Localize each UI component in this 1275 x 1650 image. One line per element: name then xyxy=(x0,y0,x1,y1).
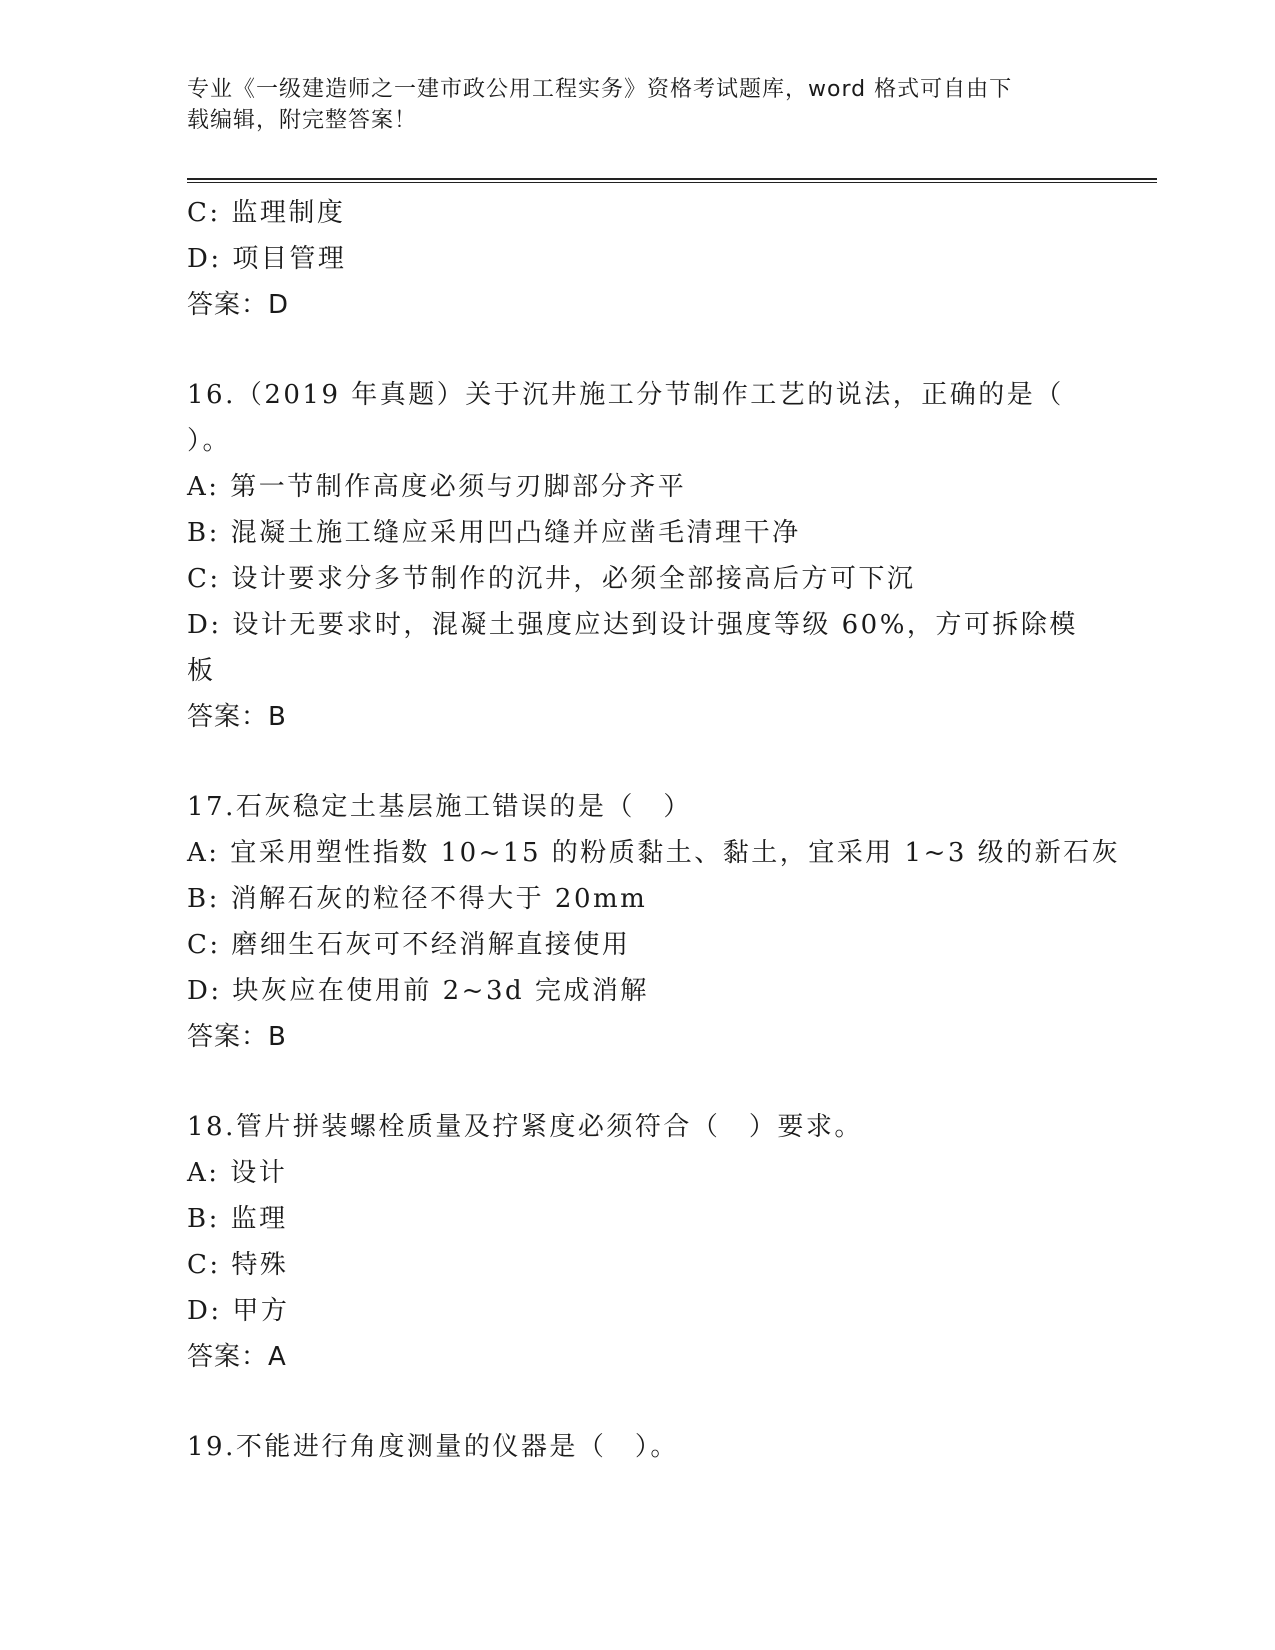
spacer xyxy=(187,328,1087,372)
answer-label: 答案：D xyxy=(187,290,290,320)
page-header xyxy=(187,74,1087,136)
option-a: A: 第一节制作高度必须与刃脚部分齐平 xyxy=(187,472,687,502)
header-line-1: 专业《一级建造师之一建市政公用工程实务》资格考试题库，word 格式可自由下 xyxy=(187,77,1013,102)
question-stem-continued: ）。 xyxy=(187,426,232,456)
question-stem: 19.不能进行角度测量的仪器是（ ）。 xyxy=(187,1432,679,1462)
option-c: C: 特殊 xyxy=(187,1250,289,1280)
header-line-2: 载编辑，附完整答案！ xyxy=(187,108,418,133)
option-d: D: 甲方 xyxy=(187,1296,290,1326)
question-18 xyxy=(187,1104,1087,1380)
option-b: B: 消解石灰的粒径不得大于 20mm xyxy=(187,884,648,914)
option-a: A: 宜采用塑性指数 10~15 的粉质黏土、黏土，宜采用 1~3 级的新石灰 xyxy=(187,838,1121,868)
question-17 xyxy=(187,784,1121,1060)
answer-label: 答案：A xyxy=(187,1342,287,1372)
option-d: D: 项目管理 xyxy=(187,244,347,274)
question-15-tail xyxy=(187,190,1087,328)
option-c: C: 监理制度 xyxy=(187,198,346,228)
option-d: D: 块灰应在使用前 2~3d 完成消解 xyxy=(187,976,649,1006)
option-b: B: 监理 xyxy=(187,1204,288,1234)
option-c: C: 设计要求分多节制作的沉井，必须全部接高后方可下沉 xyxy=(187,564,916,594)
spacer xyxy=(187,1060,1087,1104)
option-b: B: 混凝土施工缝应采用凹凸缝并应凿毛清理干净 xyxy=(187,518,801,548)
answer-label: 答案：B xyxy=(187,702,287,732)
question-16 xyxy=(187,372,1087,740)
question-stem: 17.石灰稳定土基层施工错误的是（ ） xyxy=(187,792,692,822)
option-d: D: 设计无要求时，混凝土强度应达到设计强度等级 60%，方可拆除模 xyxy=(187,610,1078,640)
spacer xyxy=(187,1380,1087,1424)
option-a: A: 设计 xyxy=(187,1158,288,1188)
question-stem: 16.（2019 年真题）关于沉井施工分节制作工艺的说法，正确的是（ xyxy=(187,380,1064,410)
option-d-continued: 板 xyxy=(187,656,216,686)
answer-label: 答案：B xyxy=(187,1022,287,1052)
spacer xyxy=(187,740,1087,784)
question-stem: 18.管片拼装螺栓质量及拧紧度必须符合（ ）要求。 xyxy=(187,1112,863,1142)
question-list xyxy=(187,190,1121,1470)
header-divider xyxy=(187,178,1157,183)
question-19 xyxy=(187,1424,1087,1470)
option-c: C: 磨细生石灰可不经消解直接使用 xyxy=(187,930,631,960)
